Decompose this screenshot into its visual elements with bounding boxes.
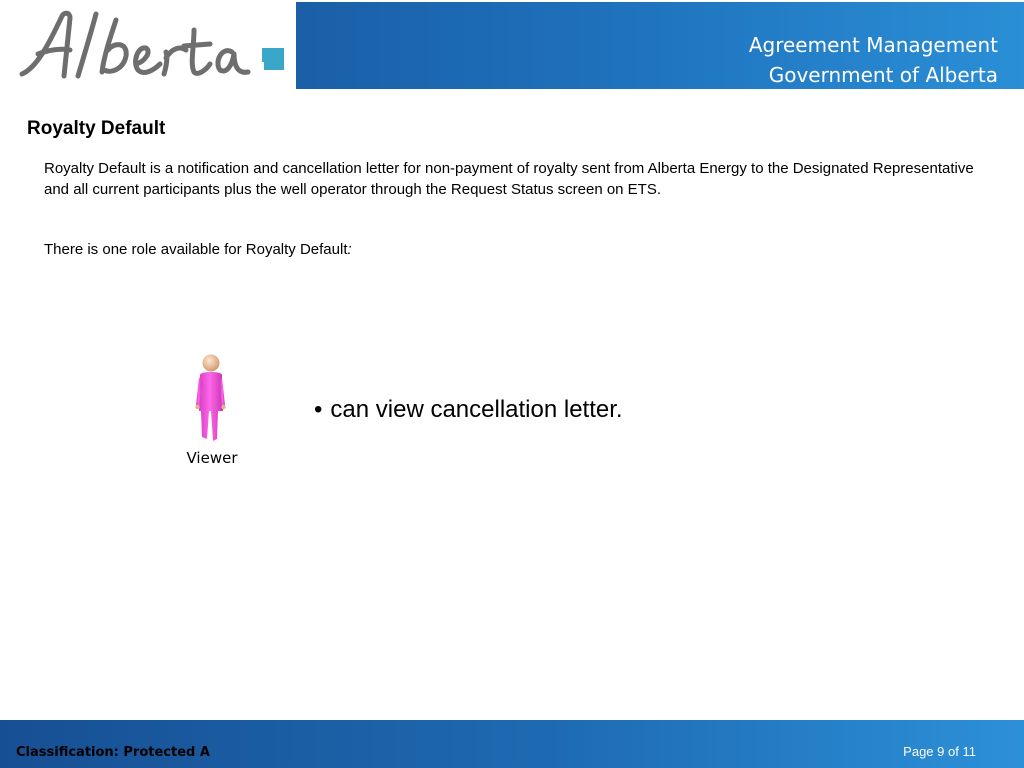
page-current: 9 — [937, 744, 945, 759]
roles-intro-colon: : — [347, 241, 352, 258]
role-permission — [314, 396, 623, 424]
banner-subtitle: Government of Alberta — [768, 63, 998, 87]
roles-intro-text: There is one role available for Royalty Default — [44, 241, 348, 258]
bullet-icon: • — [314, 396, 323, 423]
page-title: Royalty Default — [27, 118, 166, 139]
banner-title: Agreement Management — [748, 33, 998, 57]
role-permission-text: can view cancellation letter. — [330, 396, 623, 423]
page-of: of — [948, 744, 959, 759]
page-number — [903, 744, 976, 759]
logo-area — [0, 0, 296, 90]
role-name: Viewer — [186, 449, 238, 467]
footer — [0, 720, 1024, 768]
header — [0, 0, 1024, 90]
page-total: 11 — [962, 744, 976, 759]
classification-label: Classification: Protected A — [16, 745, 210, 760]
alberta-logo — [18, 6, 286, 86]
person-icon — [190, 353, 236, 445]
intro-paragraph: Royalty Default is a notification and cancellation letter for non-payment of royalty sent from Alberta Energy to the Designated Representative and all current participants plus the well operator through the Request Status screen on ETS. — [44, 160, 974, 198]
title-banner — [296, 2, 1024, 89]
page-prefix: Page — [903, 744, 934, 759]
roles-intro — [44, 241, 352, 258]
